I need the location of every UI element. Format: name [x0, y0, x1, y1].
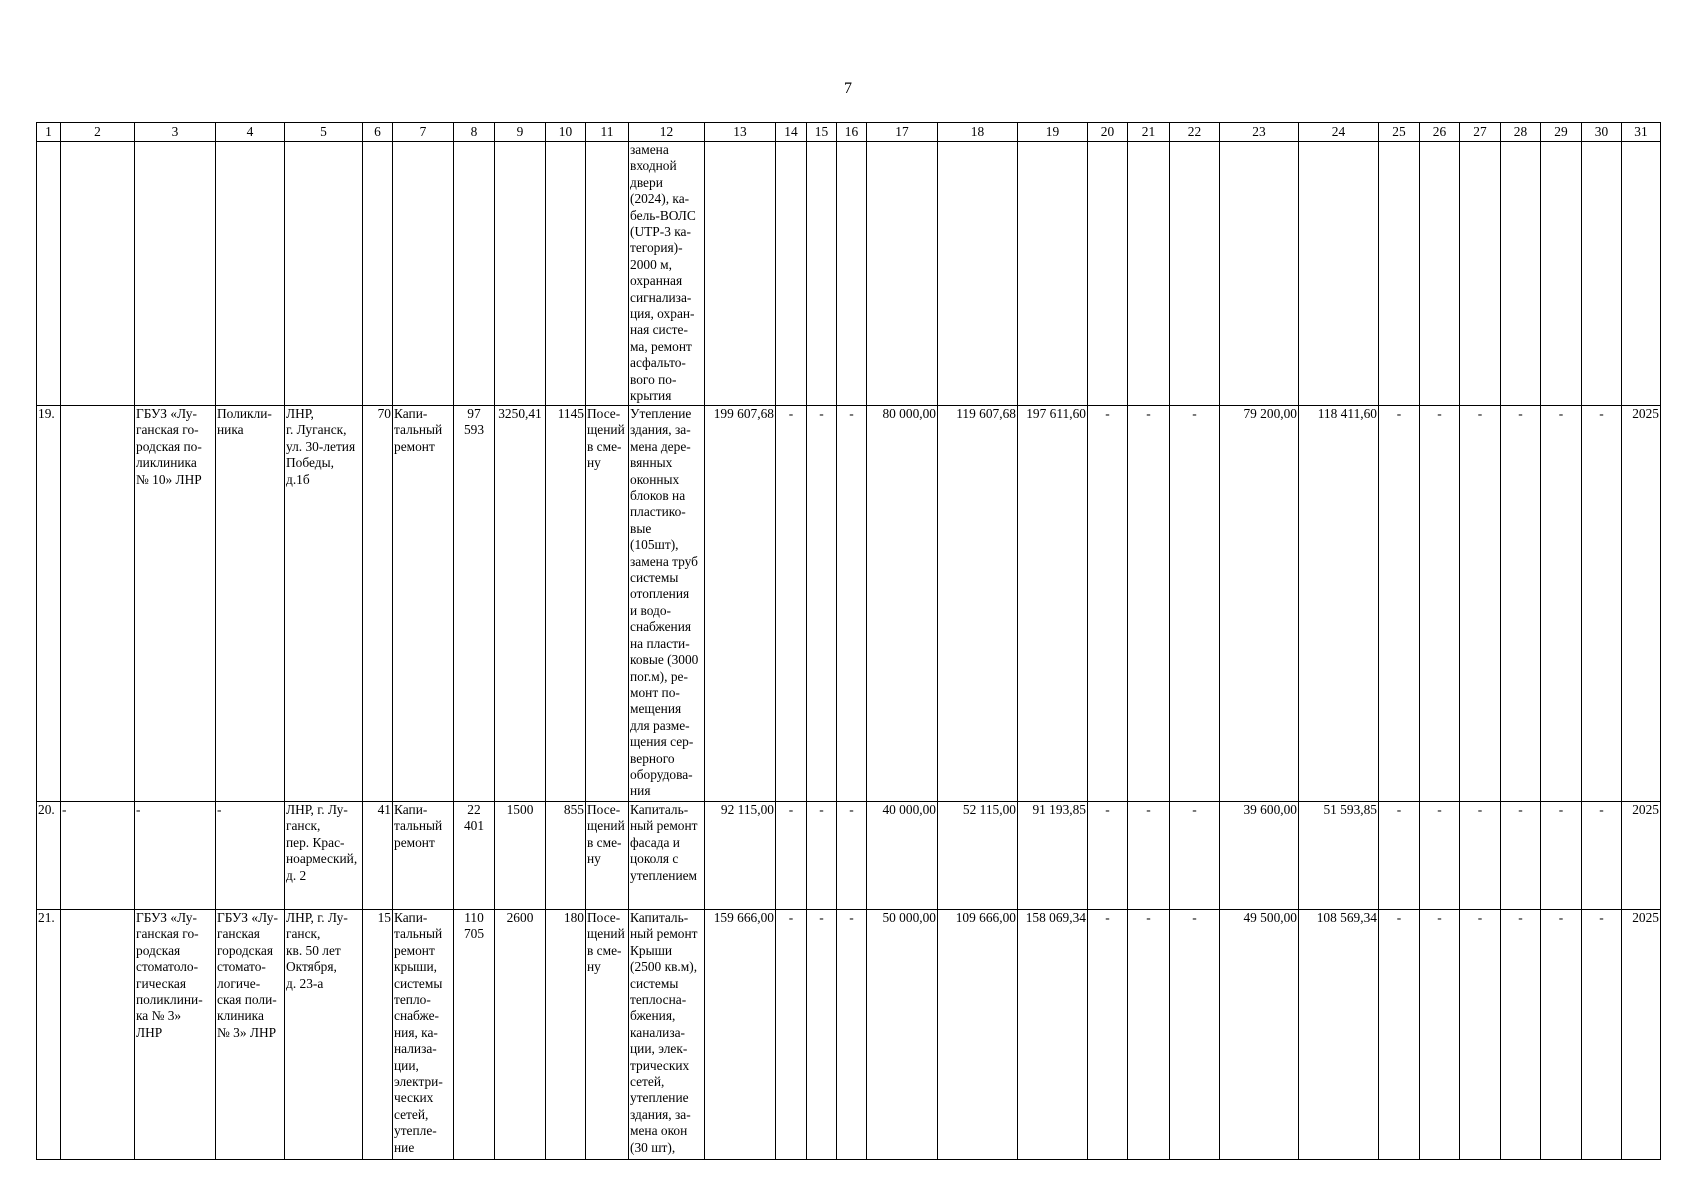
column-number: 21 — [1128, 123, 1170, 142]
column-number: 14 — [776, 123, 807, 142]
col17-cell: 80 000,00 — [867, 406, 938, 802]
col2-cell: - — [61, 802, 135, 910]
column-number: 6 — [363, 123, 393, 142]
col29-cell: - — [1541, 406, 1582, 802]
col14-cell: - — [776, 910, 807, 1160]
year-cell: 2025 — [1622, 802, 1661, 910]
col28-cell: - — [1501, 802, 1541, 910]
column-number: 15 — [807, 123, 837, 142]
column-number: 5 — [285, 123, 363, 142]
column-number: 1 — [37, 123, 61, 142]
column-number: 19 — [1018, 123, 1088, 142]
col25-cell: - — [1379, 406, 1420, 802]
col27-cell: - — [1460, 910, 1501, 1160]
col23-cell: 79 200,00 — [1220, 406, 1299, 802]
col22-cell: - — [1170, 406, 1220, 802]
column-number: 24 — [1299, 123, 1379, 142]
column-number: 9 — [495, 123, 546, 142]
col25-cell: - — [1379, 802, 1420, 910]
col20-cell: - — [1088, 802, 1128, 910]
col15-cell: - — [807, 406, 837, 802]
col14-cell: - — [776, 406, 807, 802]
page-number: 7 — [844, 80, 852, 97]
capacity-unit-cell: Посе- щений в сме- ну — [586, 802, 629, 910]
col26-cell: - — [1420, 910, 1460, 1160]
column-number: 30 — [1582, 123, 1622, 142]
capital-repair-table — [36, 122, 1661, 1160]
col2-cell — [61, 910, 135, 1160]
col25-cell: - — [1379, 910, 1420, 1160]
capacity-unit-cell: Посе- щений в сме- ну — [586, 406, 629, 802]
col20-cell: - — [1088, 406, 1128, 802]
column-number-row — [37, 123, 1661, 142]
year-cell: 2025 — [1622, 406, 1661, 802]
col16-cell: - — [837, 406, 867, 802]
col28-cell: - — [1501, 910, 1541, 1160]
col30-cell: - — [1582, 802, 1622, 910]
column-number: 16 — [837, 123, 867, 142]
institution-cell: - — [135, 802, 216, 910]
capacity-cell: 1145 — [546, 406, 586, 802]
col8-cell: 110 705 — [454, 910, 495, 1160]
col17-cell: 50 000,00 — [867, 910, 938, 1160]
col17-cell: 40 000,00 — [867, 802, 938, 910]
institution-cell: ГБУЗ «Лу- ганская го- родская стоматоло- гическая поликлини- ка № 3» ЛНР — [135, 910, 216, 1160]
work-type-cell: Капи- тальный ремонт — [393, 406, 454, 802]
total-cost-cell: 199 607,68 — [705, 406, 776, 802]
col6-cell: 15 — [363, 910, 393, 1160]
area-cell: 1500 — [495, 802, 546, 910]
col23-cell: 39 600,00 — [1220, 802, 1299, 910]
table-row — [37, 406, 1661, 802]
column-number: 25 — [1379, 123, 1420, 142]
object-type-cell: - — [216, 802, 285, 910]
row-number-cell: 21. — [37, 910, 61, 1160]
col26-cell: - — [1420, 802, 1460, 910]
column-number: 11 — [586, 123, 629, 142]
col21-cell: - — [1128, 406, 1170, 802]
col23-cell: 49 500,00 — [1220, 910, 1299, 1160]
total-cost-cell: 92 115,00 — [705, 802, 776, 910]
column-number: 20 — [1088, 123, 1128, 142]
column-number: 22 — [1170, 123, 1220, 142]
column-number: 31 — [1622, 123, 1661, 142]
column-number: 27 — [1460, 123, 1501, 142]
column-number: 3 — [135, 123, 216, 142]
col24-cell: 108 569,34 — [1299, 910, 1379, 1160]
object-type-cell: Поликли- ника — [216, 406, 285, 802]
col27-cell: - — [1460, 406, 1501, 802]
col19-cell: 158 069,34 — [1018, 910, 1088, 1160]
col29-cell: - — [1541, 910, 1582, 1160]
address-cell: ЛНР, г. Лу- ганск, кв. 50 лет Октября, д. 23-а — [285, 910, 363, 1160]
works-description-cell: замена входной двери (2024), ка- бель-ВОЛС (UTP-3 ка- тегория)- 2000 м, охранная сигнализа- ция, охран- ная систе- ма, ремонт асфальто- вого по- крытия — [629, 142, 705, 406]
col15-cell: - — [807, 910, 837, 1160]
col28-cell: - — [1501, 406, 1541, 802]
col18-cell: 119 607,68 — [938, 406, 1018, 802]
institution-cell: ГБУЗ «Лу- ганская го- родская по- ликлиника № 10» ЛНР — [135, 406, 216, 802]
table-row — [37, 910, 1661, 1160]
col6-cell: 70 — [363, 406, 393, 802]
work-type-cell: Капи- тальный ремонт крыши, системы тепло- снабже- ния, ка- нализа- ции, электри- ческих сетей, утепле- ние — [393, 910, 454, 1160]
capacity-cell: 180 — [546, 910, 586, 1160]
area-cell: 3250,41 — [495, 406, 546, 802]
area-cell: 2600 — [495, 910, 546, 1160]
works-description-cell: Утепление здания, за- мена дере- вянных оконных блоков на пластико- вые (105шт), замена труб системы отопления и водо- снабжения на пласти- ковые (3000 пог.м), ре- монт по- мещения для разме- щения сер- верного оборудова- ния — [629, 406, 705, 802]
column-number: 12 — [629, 123, 705, 142]
column-number: 8 — [454, 123, 495, 142]
year-cell: 2025 — [1622, 910, 1661, 1160]
col16-cell: - — [837, 802, 867, 910]
column-number: 2 — [61, 123, 135, 142]
address-cell: ЛНР, г. Лу- ганск, пер. Крас- ноармеский, д. 2 — [285, 802, 363, 910]
col22-cell: - — [1170, 910, 1220, 1160]
col6-cell: 41 — [363, 802, 393, 910]
col16-cell: - — [837, 910, 867, 1160]
col2-cell — [61, 406, 135, 802]
col26-cell: - — [1420, 406, 1460, 802]
capacity-cell: 855 — [546, 802, 586, 910]
column-number: 29 — [1541, 123, 1582, 142]
col29-cell: - — [1541, 802, 1582, 910]
column-number: 18 — [938, 123, 1018, 142]
col27-cell: - — [1460, 802, 1501, 910]
capacity-unit-cell: Посе- щений в сме- ну — [586, 910, 629, 1160]
col8-cell: 22 401 — [454, 802, 495, 910]
column-number: 28 — [1501, 123, 1541, 142]
address-cell: ЛНР, г. Луганск, ул. 30-летия Победы, д.1б — [285, 406, 363, 802]
column-number: 23 — [1220, 123, 1299, 142]
continuation-row — [37, 142, 1661, 406]
total-cost-cell: 159 666,00 — [705, 910, 776, 1160]
col14-cell: - — [776, 802, 807, 910]
column-number: 7 — [393, 123, 454, 142]
column-number: 26 — [1420, 123, 1460, 142]
col30-cell: - — [1582, 910, 1622, 1160]
works-description-cell: Капиталь- ный ремонт Крыши (2500 кв.м), системы теплосна- бжения, канализа- ции, элек- трических сетей, утепление здания, за- мена окон (30 шт), — [629, 910, 705, 1160]
col22-cell: - — [1170, 802, 1220, 910]
column-number: 10 — [546, 123, 586, 142]
col24-cell: 51 593,85 — [1299, 802, 1379, 910]
column-number: 4 — [216, 123, 285, 142]
object-type-cell: ГБУЗ «Лу- ганская городская стомато- логиче- ская поли- клиника № 3» ЛНР — [216, 910, 285, 1160]
works-description-cell: Капиталь- ный ремонт фасада и цоколя с утеплением — [629, 802, 705, 910]
col21-cell: - — [1128, 910, 1170, 1160]
col18-cell: 52 115,00 — [938, 802, 1018, 910]
col19-cell: 91 193,85 — [1018, 802, 1088, 910]
work-type-cell: Капи- тальный ремонт — [393, 802, 454, 910]
table-row — [37, 802, 1661, 910]
col21-cell: - — [1128, 802, 1170, 910]
col15-cell: - — [807, 802, 837, 910]
row-number-cell: 20. — [37, 802, 61, 910]
column-number: 17 — [867, 123, 938, 142]
column-number: 13 — [705, 123, 776, 142]
col24-cell: 118 411,60 — [1299, 406, 1379, 802]
col20-cell: - — [1088, 910, 1128, 1160]
col30-cell: - — [1582, 406, 1622, 802]
row-number-cell: 19. — [37, 406, 61, 802]
col8-cell: 97 593 — [454, 406, 495, 802]
col19-cell: 197 611,60 — [1018, 406, 1088, 802]
col18-cell: 109 666,00 — [938, 910, 1018, 1160]
